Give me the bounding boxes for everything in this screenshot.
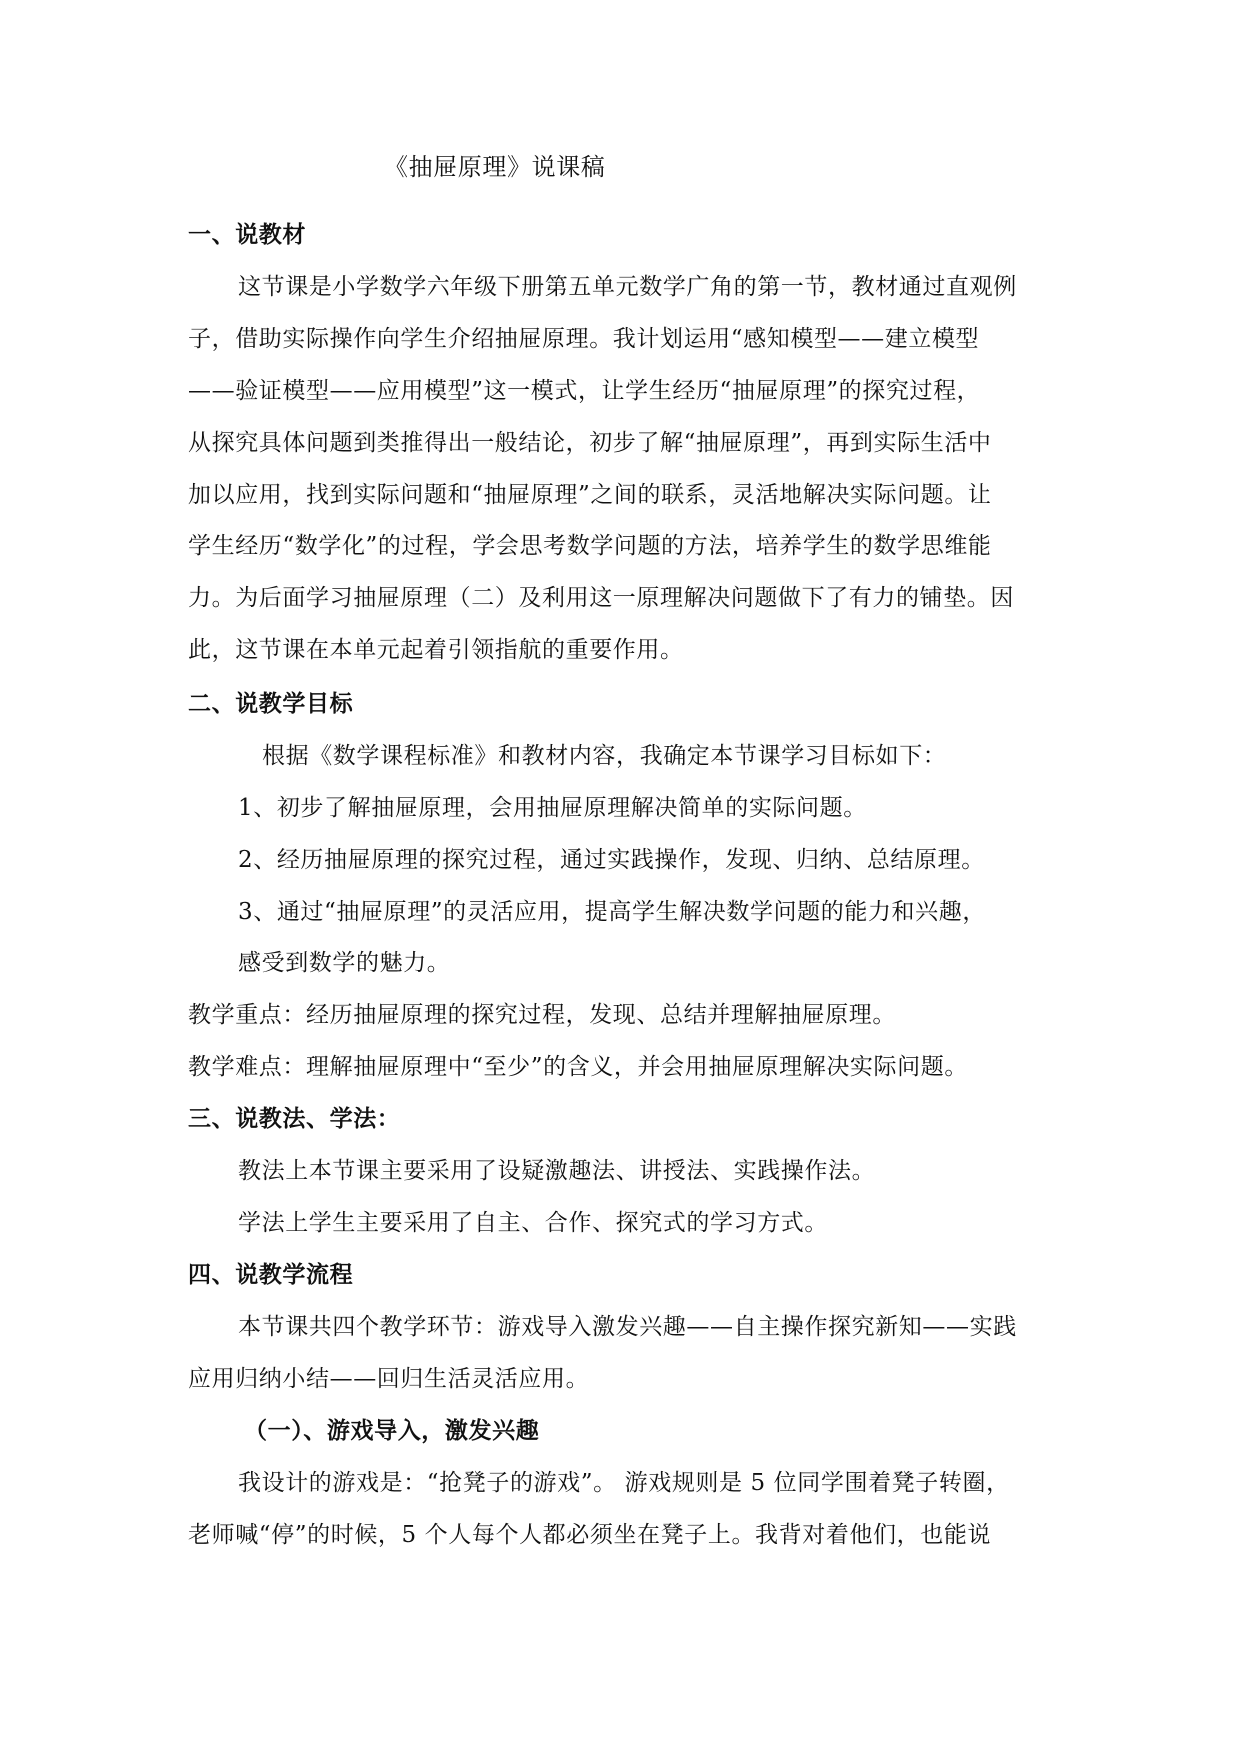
paragraph-line: 从探究具体问题到类推得出一般结论，初步了解“抽屉原理”，再到实际生活中 (188, 430, 992, 456)
paragraph-line: 加以应用，找到实际问题和“抽屉原理”之间的联系，灵活地解决实际问题。让 (188, 482, 992, 508)
paragraph-line: 应用归纳小结——回归生活灵活应用。 (188, 1366, 590, 1392)
paragraph-line: 学生经历“数学化”的过程，学会思考数学问题的方法，培养学生的数学思维能 (188, 533, 992, 559)
document-title: 《抽屉原理》说课稿 (384, 153, 606, 181)
section-heading-teaching-goals: 二、说教学目标 (188, 691, 354, 717)
paragraph-line: 教法上本节课主要采用了设疑激趣法、讲授法、实践操作法。 (238, 1158, 876, 1184)
paragraph-line: ——验证模型——应用模型”这一模式，让学生经历“抽屉原理”的探究过程， (188, 378, 981, 404)
paragraph-line: 老师喊“停”的时候，5 个人每个人都必须坐在凳子上。我背对着他们，也能说 (188, 1522, 992, 1548)
section-heading-textbook: 一、说教材 (188, 222, 306, 248)
goal-item: 1、初步了解抽屉原理，会用抽屉原理解决简单的实际问题。 (238, 795, 867, 821)
section-heading-methods: 三、说教法、学法： (188, 1106, 401, 1132)
difficulty-point: 教学难点：理解抽屉原理中“至少”的含义，并会用抽屉原理解决实际问题。 (188, 1054, 968, 1080)
paragraph-line: 子，借助实际操作向学生介绍抽屉原理。我计划运用“感知模型——建立模型 (188, 326, 980, 352)
section-heading-teaching-process: 四、说教学流程 (188, 1262, 354, 1288)
goal-item: 感受到数学的魅力。 (238, 950, 451, 976)
goal-item: 2、经历抽屉原理的探究过程，通过实践操作，发现、归纳、总结原理。 (238, 847, 985, 873)
paragraph-line: 这节课是小学数学六年级下册第五单元数学广角的第一节，教材通过直观例 (238, 274, 1017, 300)
goals-intro: 根据《数学课程标准》和教材内容，我确定本节课学习目标如下： (262, 743, 947, 769)
paragraph-line: 力。为后面学习抽屉原理（二）及利用这一原理解决问题做下了有力的铺垫。因 (188, 585, 1014, 611)
goal-item: 3、通过“抽屉原理”的灵活应用，提高学生解决数学问题的能力和兴趣， (238, 899, 986, 925)
key-point: 教学重点：经历抽屉原理的探究过程，发现、总结并理解抽屉原理。 (188, 1002, 896, 1028)
paragraph-line: 本节课共四个教学环节：游戏导入激发兴趣——自主操作探究新知——实践 (238, 1314, 1017, 1340)
paragraph-line: 我设计的游戏是：“抢凳子的游戏”。 游戏规则是 5 位同学围着凳子转圈， (238, 1470, 1010, 1496)
subsection-heading-game-intro: （一）、游戏导入，激发兴趣 (244, 1418, 540, 1444)
paragraph-line: 此，这节课在本单元起着引领指航的重要作用。 (188, 637, 684, 663)
paragraph-line: 学法上学生主要采用了自主、合作、探究式的学习方式。 (238, 1210, 828, 1236)
